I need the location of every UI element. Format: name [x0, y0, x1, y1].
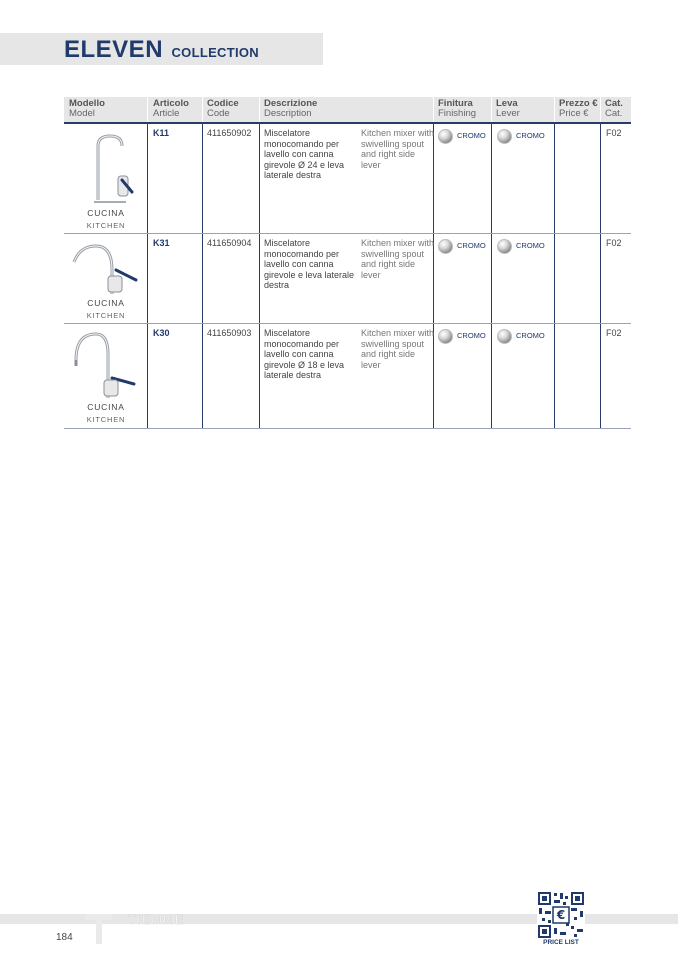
chrome-swatch-icon	[438, 239, 453, 254]
page-number: 184	[56, 932, 73, 943]
model-label-en: KITCHEN	[86, 221, 126, 230]
lever-cell: CROMO	[497, 129, 545, 144]
article-code: K31	[153, 238, 170, 248]
article-code: K11	[153, 128, 170, 138]
col-header-model: Modello Model	[69, 98, 105, 119]
table-header	[64, 97, 631, 124]
footer-brand-logo: TIEMME	[128, 912, 185, 927]
qr-label: PRICE LIST	[543, 939, 579, 946]
col-header-code: Codice Code	[207, 98, 239, 119]
description-en: Kitchen mixer with swivelling spout and right side lever	[361, 128, 435, 170]
svg-text:€: €	[556, 908, 566, 922]
col-header-price: Prezzo € Price €	[559, 98, 598, 119]
description-it: Miscelatore monocomando per lavello con canna girevole e leva laterale destra	[264, 238, 355, 290]
table-row	[64, 234, 631, 324]
chrome-swatch-icon	[497, 239, 512, 254]
model-label-it: CUCINA	[87, 208, 125, 218]
finishing-cell: CROMO	[438, 239, 486, 254]
col-header-finishing: Finitura Finishing	[438, 98, 477, 119]
description-it: Miscelatore monocomando per lavello con canna girevole Ø 18 e leva laterale destra	[264, 328, 345, 380]
model-label-it: CUCINA	[87, 298, 125, 308]
faucet-k11-image	[78, 132, 138, 204]
model-label-it: CUCINA	[87, 402, 125, 412]
model-label-en: KITCHEN	[86, 311, 126, 320]
table-row	[64, 324, 631, 429]
article-code: K30	[153, 328, 170, 338]
col-header-cat: Cat. Cat.	[605, 98, 623, 119]
description-en: Kitchen mixer with swivelling spout and right side lever	[361, 238, 435, 280]
finishing-cell: CROMO	[438, 329, 486, 344]
faucet-k31-image	[70, 240, 142, 296]
title-main: ELEVEN	[64, 36, 164, 63]
lever-cell: CROMO	[497, 239, 545, 254]
chrome-swatch-icon	[497, 129, 512, 144]
model-label-en: KITCHEN	[86, 415, 126, 424]
product-code: 411650902	[207, 128, 252, 138]
brand-t-mark-icon	[86, 912, 112, 946]
product-code: 411650903	[207, 328, 252, 338]
lever-cell: CROMO	[497, 329, 545, 344]
faucet-k30-image	[70, 330, 142, 400]
chrome-swatch-icon	[438, 129, 453, 144]
qr-code-icon[interactable]	[537, 891, 585, 939]
chrome-swatch-icon	[438, 329, 453, 344]
col-header-article: Articolo Article	[153, 98, 189, 119]
finishing-cell: CROMO	[438, 129, 486, 144]
product-table	[64, 97, 631, 429]
col-header-description: Descrizione Description	[264, 98, 318, 119]
product-code: 411650904	[207, 238, 252, 248]
category-cell: F02	[606, 328, 622, 338]
chrome-swatch-icon	[497, 329, 512, 344]
description-en: Kitchen mixer with swivelling spout and right side lever	[361, 328, 435, 370]
description-it: Miscelatore monocomando per lavello con canna girevole Ø 24 e leva laterale destra	[264, 128, 345, 180]
table-row	[64, 124, 631, 234]
page-title	[64, 36, 259, 64]
title-sub: COLLECTION	[171, 45, 259, 60]
category-cell: F02	[606, 128, 622, 138]
col-header-lever: Leva Lever	[496, 98, 520, 119]
category-cell: F02	[606, 238, 622, 248]
